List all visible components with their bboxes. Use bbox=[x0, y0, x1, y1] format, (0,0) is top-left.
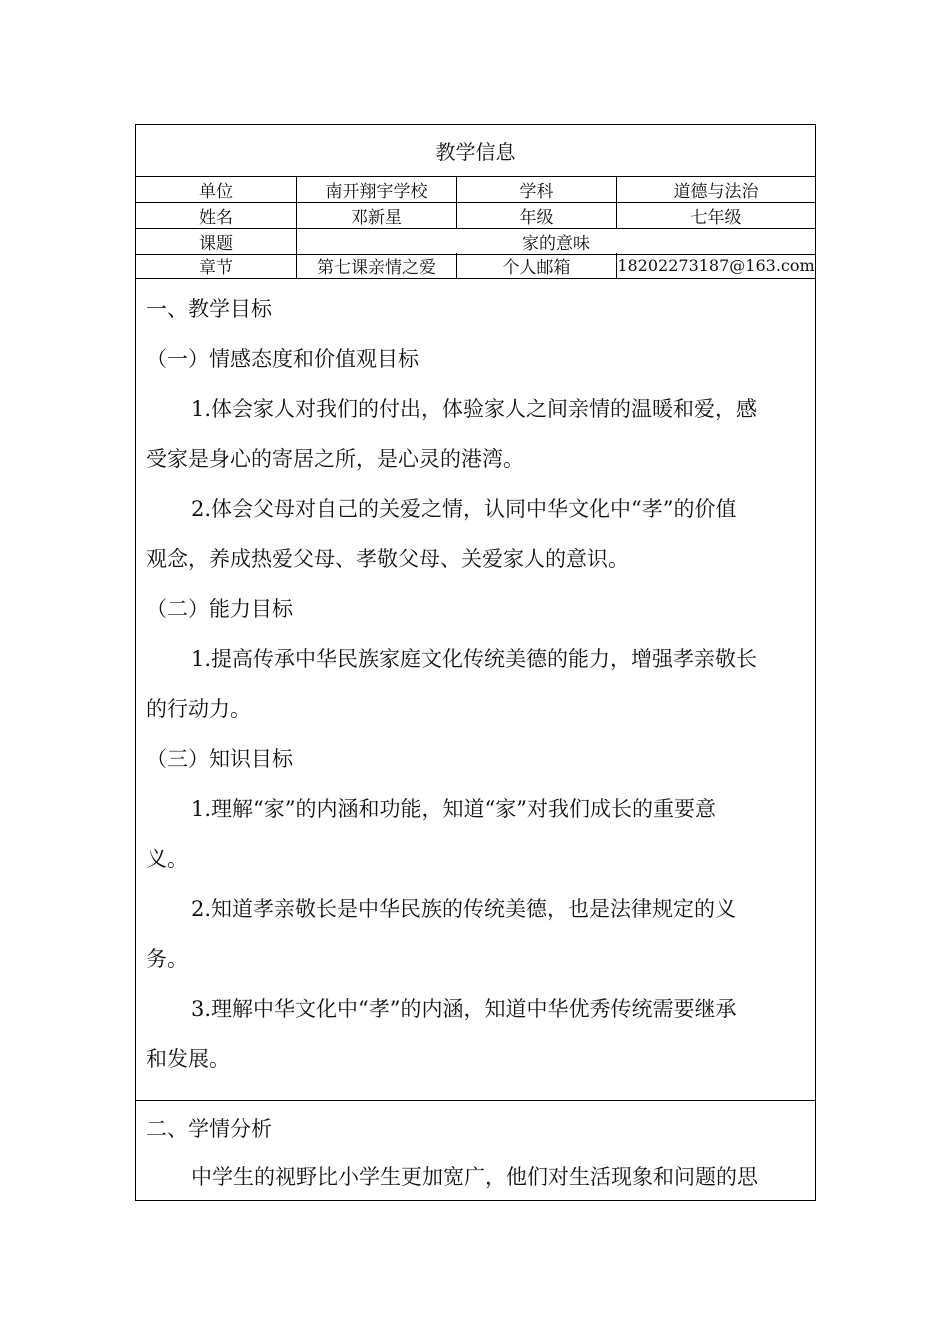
section-student-analysis bbox=[136, 1101, 815, 1200]
value-topic: 家的意味 bbox=[296, 229, 815, 254]
info-row-name bbox=[136, 203, 815, 229]
label-grade: 年级 bbox=[456, 203, 616, 228]
paragraph-line: 中学生的视野比小学生更加宽广，他们对生活现象和问题的思 bbox=[191, 1165, 758, 1189]
paragraph-line: 1.提高传承中华民族家庭文化传统美德的能力，增强孝亲敬长 bbox=[191, 647, 758, 671]
label-unit: 单位 bbox=[199, 182, 233, 202]
paragraph-line: 2.体会父母对自己的关爱之情，认同中华文化中“孝”的价值 bbox=[191, 497, 737, 521]
paragraph-line: 务。 bbox=[146, 947, 188, 971]
value-email bbox=[616, 253, 815, 278]
subheading: （三）知识目标 bbox=[146, 747, 293, 771]
label-subject: 学科 bbox=[456, 177, 616, 202]
section-teaching-goals bbox=[136, 279, 815, 1101]
value-subject: 道德与法治 bbox=[616, 177, 815, 202]
paragraph-line: 的行动力。 bbox=[146, 697, 251, 721]
table-title: 教学信息 bbox=[136, 125, 815, 177]
paragraph-line: 受家是身心的寄居之所，是心灵的港湾。 bbox=[146, 447, 524, 471]
paragraph-line: 观念，养成热爱父母、孝敬父母、关爱家人的意识。 bbox=[146, 547, 629, 571]
info-row-unit bbox=[136, 177, 815, 203]
subheading: （一）情感态度和价值观目标 bbox=[146, 347, 419, 371]
subheading: （二）能力目标 bbox=[146, 597, 293, 621]
paragraph-line: 3.理解中华文化中“孝”的内涵，知道中华优秀传统需要继承 bbox=[191, 997, 737, 1021]
label-email: 个人邮箱 bbox=[456, 253, 616, 278]
label-chapter: 章节 bbox=[199, 258, 233, 278]
label-topic: 课题 bbox=[199, 234, 233, 254]
value-grade: 七年级 bbox=[616, 203, 815, 228]
info-row-topic bbox=[136, 229, 815, 255]
paragraph-line: 和发展。 bbox=[146, 1047, 230, 1071]
value-chapter: 第七课亲情之爱 bbox=[296, 253, 456, 278]
info-row-chapter bbox=[136, 253, 815, 279]
paragraph-line: 2.知道孝亲敬长是中华民族的传统美德，也是法律规定的义 bbox=[191, 897, 737, 921]
section-heading: 一、教学目标 bbox=[146, 297, 272, 321]
value-name: 邓新星 bbox=[296, 203, 456, 228]
paragraph-line: 1.体会家人对我们的付出，体验家人之间亲情的温暖和爱，感 bbox=[191, 397, 758, 421]
teaching-info-table bbox=[135, 124, 816, 1201]
paragraph-line: 义。 bbox=[146, 847, 188, 871]
email-text: 18202273187@163.com bbox=[617, 256, 815, 275]
section-heading: 二、学情分析 bbox=[146, 1117, 272, 1141]
label-name: 姓名 bbox=[199, 208, 233, 228]
paragraph-line: 1.理解“家”的内涵和功能，知道“家”对我们成长的重要意 bbox=[191, 797, 716, 821]
value-unit: 南开翔宇学校 bbox=[296, 177, 456, 202]
